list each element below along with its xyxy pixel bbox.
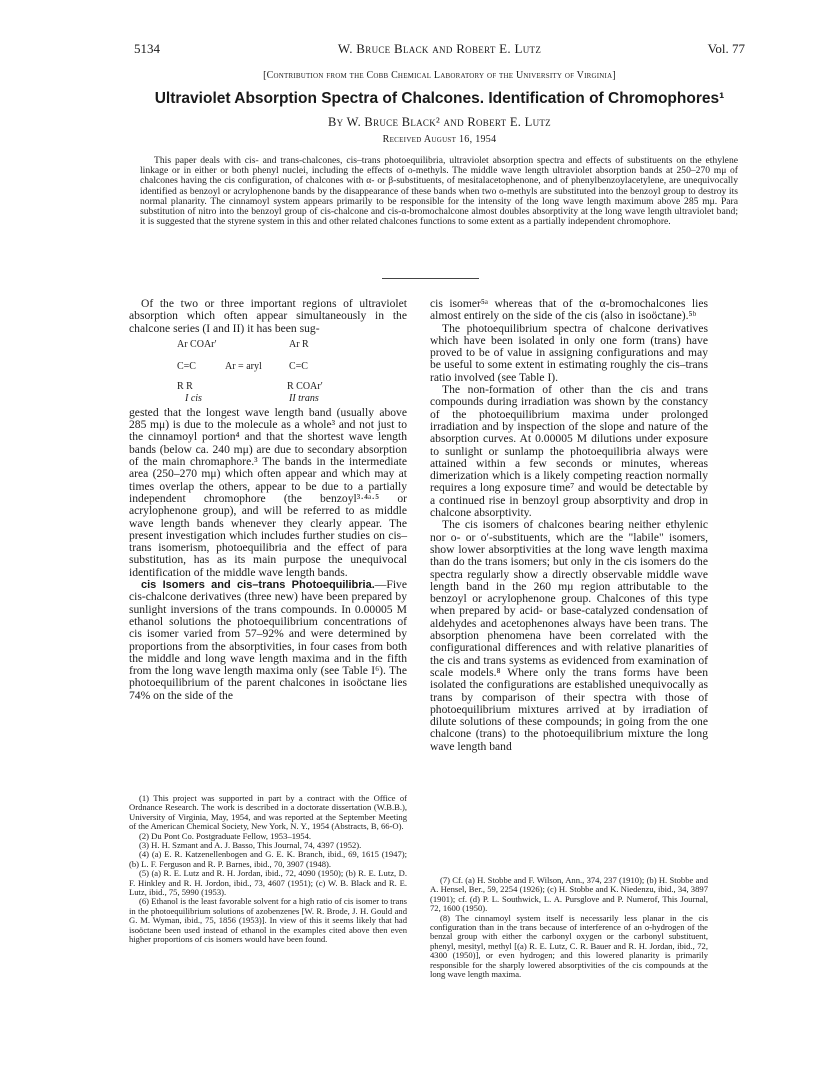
structure-text: C=C <box>289 360 308 372</box>
article-title: Ultraviolet Absorption Spectra of Chalcones. Identification of Chromophores¹ <box>154 90 725 107</box>
right-column <box>430 298 708 753</box>
left-footnotes <box>129 794 407 945</box>
footnote: (4) (a) E. R. Katzenellenbogen and G. E. K. Branch, ibid., 69, 1615 (1947); (b) L. F. Ferguson and R. P. Barnes, ibid., 70, 3907 (1948). <box>129 849 407 869</box>
paragraph: gested that the longest wave length band (usually above 285 mμ) is due to the molecule as a whole³ and not just to the cinnamoyl portion⁴ and that the shortest wave length bands (below ca. 240 mμ) are due to secondary absorption of the main chromaphore.³ The bands in the intermediate area (250–270 mμ) which often appear and which may at times overlap the others, appear to be due to a partially independent chromophore (the benzoyl³·⁴ᵃ·⁵ or acrylophenone group), and will be referred to as middle wave length bands whenever they clearly appear. The present investigation which includes further studies on cis–trans isomerism, photoequilibria and the effect of para substitution, has as its main purpose the unequivocal identification of the middle wave length bands. <box>129 405 407 579</box>
left-column <box>129 298 407 702</box>
section-heading: cis Isomers and cis–trans Photoequilibria. <box>141 579 375 592</box>
footnote: (2) Du Pont Co. Postgraduate Fellow, 1953–1954. <box>139 830 312 841</box>
structure-text: R COAr′ <box>287 380 323 392</box>
footnote: (5) (a) R. E. Lutz and R. H. Jordan, ibid., 72, 4090 (1950); (b) R. E. Lutz, D. F. Hinkley and R. H. Jordon, ibid., 73, 4607 (1951); (c) W. B. Black and R. E. Lutz, ibid., 75, 5990 (1953). <box>129 868 407 898</box>
right-footnotes <box>430 876 708 979</box>
structure-text: Ar = aryl <box>225 360 262 372</box>
running-header <box>134 41 745 57</box>
abstract: This paper deals with cis- and trans-chalcones, cis–trans photoequilibria, ultraviolet absorption spectra and effects of substituents on the ethylene linkage or in either or both phenyl nuclei, including the effects of o-methyls. The middle wave length ultraviolet absorption bands at 250–270 mμ of chalcones having the cis configuration, of chalcones with α- or β-substituents, of mesitalacetophenone, and of phenylbenzoylacetylene, are unequivocally identified as benzoyl or acrylophenone bands by the disappearance of these bands when two o-methyls are substituted into the benzoyl group to destroy its normal planarity. The cinnamoyl system appears primarily to be responsible for the intensity of the long wave length maximum above 285 mμ. Para substitution of nitro into the benzoyl group of cis-chalcone and cis-α-bromochalcone almost doubles absorptivity at the long wave length ultraviolet band; it is suggested that the styrene system in this and other related chalcones functions to some extent as a partially independent chromophore. <box>140 155 738 228</box>
received-date: Received August 16, 1954 <box>382 134 497 145</box>
author-line: By W. Bruce Black² and Robert E. Lutz <box>328 115 551 129</box>
paragraph: Of the two or three important regions of ultraviolet absorption which often appear simultaneously in the chalcone series (I and II) it has been sug- <box>129 297 407 335</box>
structure-label: II trans <box>289 392 319 404</box>
footnote: (6) Ethanol is the least favorable solvent for a high ratio of cis isomer to trans in the photoequilibrium solutions of azobenzenes [W. R. Brode, J. H. Gould and G. M. Wyman, ibid., 75, 1856 (1953)]. In view of this it seems likely that had isoöctane been used instead of ethanol in the examples cited above then even higher proportions of cis isomers would have been found. <box>129 896 407 945</box>
volume-label: Vol. 77 <box>707 41 745 56</box>
structure-label: I cis <box>185 392 202 404</box>
paragraph <box>129 579 407 702</box>
paragraph: The non-formation of other than the cis and trans compounds during irradiation was shown by the constancy of the photoequilibrium maxima under prolonged irradiation and by inspection of the slope and nature of the absorption curves. At 0.00005 M dilutions under exposure to sunlight or sunlamp the photoequilibria always were attained within a few seconds or minutes, whereas dimerization which is a likely competing reaction normally requires a long exposure time⁷ and would be detectable by a continued rise in benzoyl group absorptivity and drop in chalcone absorptivity. <box>430 383 708 520</box>
paragraph: The photoequilibrium spectra of chalcone derivatives which have been isolated in only one form (trans) have proved to be of value in assigning configurations and may be useful to some extent in estimating roughly the cis–trans ratio involved (see Table I). <box>430 321 708 384</box>
paragraph: The cis isomers of chalcones bearing neither ethylenic nor o- or o′-substituents, which are the "labile" isomers, show lower absorptivities at the long wave length maxima than do the trans isomers; but only in the cis isomers do the spectra regularly show a directly observable middle wave length band in the 260 mμ region attributable to the benzoyl or acrylophenone group. Chalcones of this type when prepared by acid- or base-catalyzed condensation of aldehydes and acetophenones always have been trans. The absorption phenomena have been correlated with the configurational differences and with relative planarities of the cis and trans systems as evidenced from examination of scale models.⁸ Where only the trans forms have been isolated the configurations are established unequivocally as trans by comparison of their spectra with those of photoequilibrium mixtures arrived at by irradiation of dilute solutions of these compounds; in going from the one chalcone (trans) to the photoequilibrium mixture the long wave length band <box>430 518 708 753</box>
footnote: (7) Cf. (a) H. Stobbe and F. Wilson, Ann., 374, 237 (1910); (b) H. Stobbe and A. Hensel, Ber., 59, 2254 (1926); (c) H. Stobbe and K. Niedenzu, ibid., 34, 3897 (1901); cf. (d) P. L. Southwick, L. A. Pursglove and P. Numerof, This Journal, 72, 1600 (1950). <box>430 875 708 914</box>
structure-text: R R <box>177 380 193 392</box>
footnote: (8) The cinnamoyl system itself is necessarily less planar in the cis configuration than in the trans because of interference of an o-hydrogen of the benzal group with either the carbonyl oxygen or the carbonyl substituent, phenyl, mesityl, methyl [(a) R. E. Lutz, C. R. Bauer and R. H. Jordan, ibid., 72, 4300 (1950)], or even hydrogen; and this lowered planarity is primarily responsible for the sharply lowered absorptivities of the cis compounds at the long wave length maxima. <box>430 912 708 980</box>
footnote: (1) This project was supported in part by a contract with the Office of Ordnance Research. The work is described in a doctorate dissertation (W.B.B.), University of Virginia, May, 1954, and was reported at the September Meeting of the American Chemical Society, New York, N. Y., 1954 (Abstracts, B, 66-O). <box>129 793 407 832</box>
paragraph: cis isomer⁵ᵃ whereas that of the α-bromochalcones lies almost entirely on the side of the cis (also in isoöctane).⁵ᵇ <box>430 297 708 323</box>
abstract-divider <box>382 278 479 279</box>
isomer-structure-scheme <box>129 337 407 405</box>
running-title: W. Bruce Black and Robert E. Lutz <box>337 41 542 56</box>
page-number: 5134 <box>134 41 160 56</box>
structure-text: Ar COAr′ <box>177 338 217 350</box>
structure-text: C=C <box>177 360 196 372</box>
footnote: (3) H. H. Szmant and A. J. Basso, This Journal, 74, 4397 (1952). <box>139 840 362 851</box>
paragraph-text: —Five cis-chalcone derivatives (three new) have been prepared by sunlight inversions of the trans compounds. In 0.00005 M ethanol solutions the photoequilibrium concentrations of cis isomer varied from 57–92% and were determined by proportions from the absorptivities, in four cases from both the middle and long wave length maxima and in the fifth from the long wave length maxima only (see Table I⁶). The photoequilibrium of the parent chalcones in isoöctane lies 74% on the side of the <box>129 578 407 702</box>
structure-text: Ar R <box>289 338 309 350</box>
contribution-line: [Contribution from the Cobb Chemical Laboratory of the University of Virginia] <box>263 70 616 81</box>
